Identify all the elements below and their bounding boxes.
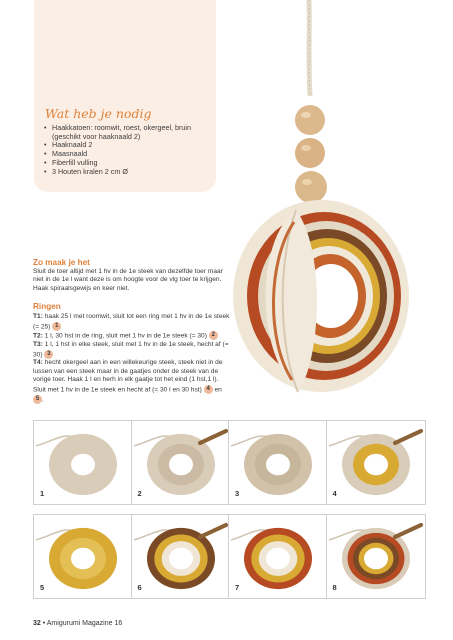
step-badge: 1 — [52, 322, 61, 331]
section-make-text: Sluit de toer altijd met 1 hv in de 1e steek van dezelfde toer maar niet in de 1e l want deze is om hoogte voor de vlg toer te krijgen. Haak spiraalsgewijs en keer niet. — [33, 268, 223, 292]
row-instruction: T1: haak 25 l met roomwit, sluit tot een ring met 1 hv in de 1e steek (= 25) 1 — [33, 313, 230, 330]
step-photo-number: 4 — [332, 489, 337, 498]
crochet-ring-photo — [327, 421, 425, 504]
step-badge: 4 — [204, 385, 213, 394]
materials-item: • Haaknaald 2 — [44, 141, 214, 150]
step-photo-number: 7 — [235, 583, 240, 592]
materials-list — [44, 124, 214, 176]
crochet-hook — [200, 431, 226, 443]
step-photo-number: 3 — [235, 489, 240, 498]
page-footer — [33, 620, 122, 627]
page-number: 32 — [33, 620, 41, 627]
step-photo — [131, 420, 231, 505]
materials-item: • Haakkatoen: roomwit, roest, okergeel, bruin (geschikt voor haaknaald 2) — [44, 124, 214, 141]
crochet-hook — [395, 525, 421, 537]
wooden-bead — [295, 138, 325, 168]
crochet-ring-photo — [132, 421, 230, 504]
crochet-ring-photo — [132, 515, 230, 598]
step-badge: 3 — [44, 350, 53, 359]
step-badge: 2 — [209, 331, 218, 340]
step-photo-number: 5 — [40, 583, 45, 592]
step-photo — [326, 514, 426, 599]
step-photo-number: 8 — [332, 583, 337, 592]
step-photo — [228, 514, 328, 599]
crochet-hook — [395, 431, 421, 443]
step-photo — [33, 514, 133, 599]
crochet-ring-photo — [327, 515, 425, 598]
row-instruction: T4: hecht okergeel aan in een willekeurige steek, steek niet in de lussen van een steek maar in de gaatjes onder de steek van de vorige toer. Haak 1 l en herh in elk gaatje tot het eind (1 hst,1 l). Sluit met 1 hv in de 1e steek en hecht af (= 30 l en 30 hst) 4 en 5 . — [33, 359, 223, 403]
section-rings-title: Ringen — [33, 302, 61, 311]
row-instruction: T3: 1 l, 1 hst in elke steek, sluit met 1 hv in de 1e steek, hecht af (= 30) 3 — [33, 341, 229, 358]
step-photo-number: 6 — [137, 583, 142, 592]
step-photo — [131, 514, 231, 599]
wooden-bead — [295, 171, 327, 203]
hero-ornament-photo — [226, 0, 453, 420]
crochet-ornament — [233, 200, 409, 392]
crochet-ring-photo — [34, 421, 132, 504]
step-badge: 5 — [33, 395, 42, 404]
materials-title: Wat heb je nodig — [45, 106, 152, 121]
crochet-ring-photo — [229, 515, 327, 598]
step-photo-number: 2 — [137, 489, 142, 498]
crochet-hook — [200, 525, 226, 537]
step-photo — [33, 420, 133, 505]
magazine-name: Amigurumi Magazine 16 — [46, 620, 123, 627]
row-instruction: T2: 1 l, 30 hst in de ring, sluit met 1 hv in de 1e steek (= 30) 2 — [33, 331, 231, 341]
footer-bullet: • — [42, 620, 46, 627]
rings-instructions — [33, 313, 231, 404]
section-make-title: Zo maak je het — [33, 258, 90, 267]
materials-item: • Fiberfill vulling — [44, 159, 214, 168]
crochet-ring-photo — [229, 421, 327, 504]
step-photo — [326, 420, 426, 505]
step-photo — [228, 420, 328, 505]
materials-item: • 3 Houten kralen 2 cm Ø — [44, 168, 214, 177]
wooden-bead — [295, 105, 325, 135]
step-photo-number: 1 — [40, 489, 45, 498]
materials-item: • Maasnaald — [44, 150, 214, 159]
crochet-ring-photo — [34, 515, 132, 598]
